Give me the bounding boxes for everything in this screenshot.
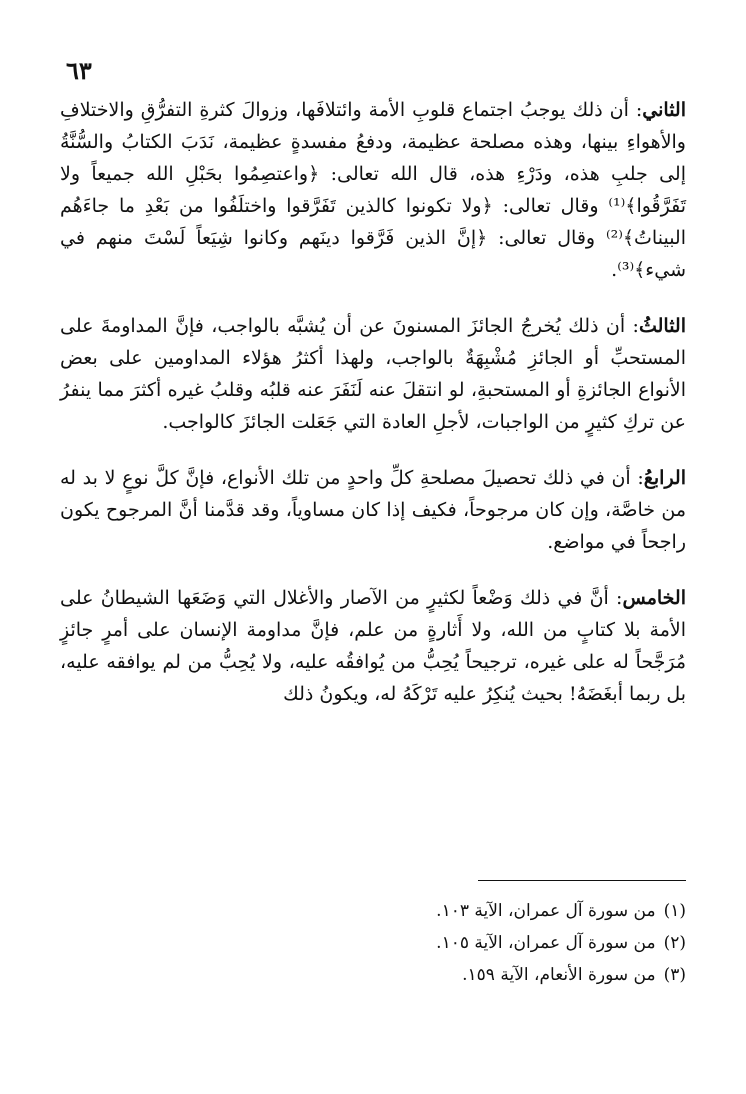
paragraph-text: : أن ذلك يُخرجُ الجائزَ المسنونَ عن أن يُشبَّه بالواجب، فإنَّ المداومةَ على المستحبِّ أو الجائزِ مُشْبِهَةٌ بالواجب، ولهذا أكثرُ هؤلاء المداومين على بعض الأنواع الجائزةِ أو المستحبةِ، لو انتقلَ عنه لَنَفَرَ عنه قلبُه وقلبُ غيره أكثرَ مما ينفرُ عن تركِ كثيرٍ من الواجبات، لأجلِ العادة التي جَعَلت الجائزَ كالواجب. bbox=[60, 315, 686, 433]
paragraph-third bbox=[60, 310, 686, 438]
footnote-text: من سورة آل عمران، الآية ١٠٣. bbox=[436, 901, 656, 921]
page-number: ٦٣ bbox=[66, 56, 92, 85]
paragraph-lead: الثالثُ bbox=[638, 315, 686, 337]
paragraph-fourth bbox=[60, 462, 686, 558]
footnote-number: (٢) bbox=[663, 933, 686, 953]
paragraph-text: : أنَّ في ذلك وَضْعاً لكثيرٍ من الآصار والأغلال التي وَضَعَها الشيطانُ على الأمة بلا كتابٍ من الله، ولا أَثارةٍ من علم، فإنَّ مداومة الإنسان على أمرٍ جائزٍ مُرَجَّحاً له على غيره، ترجيحاً يُحِبُّ من يُوافقُه عليه، ولا يُحِبُّ من لم يوافقه عليه، بل ربما أبغَضَهُ! بحيث يُنكِرُ عليه تَرْكَهُ له، ويكونُ ذلك bbox=[60, 587, 686, 705]
footnote-item bbox=[240, 959, 686, 991]
footnote-item bbox=[240, 895, 686, 927]
footnote-text: من سورة آل عمران، الآية ١٠٥. bbox=[436, 933, 656, 953]
paragraph-fifth bbox=[60, 582, 686, 710]
footnote-divider bbox=[478, 880, 686, 881]
paragraph-text: : أن ذلك يوجبُ اجتماع قلوبِ الأمة وائتلافَها، وزوالَ كثرةِ التفرُّقِ والاختلافِ والأهواءِ بينها، وهذه مصلحة عظيمة، ودفعُ مفسدةٍ عظيمة، نَدَبَ الكتابُ والسُّنَّةُ إلى جلبِ هذه، ودَرْءِ هذه، قال الله تعالى: ﴿واعتصِمُوا بحَبْلِ الله جميعاً ولا تَفَرَّقُوا﴾⁽¹⁾ وقال تعالى: ﴿ولا تكونوا كالذين تَفَرَّقوا واختلَفُوا من بَعْدِ ما جاءَهُم البيناتُ﴾⁽²⁾ وقال تعالى: ﴿إنَّ الذين فَرَّقوا دينَهم وكانوا شِيَعاً لَسْتَ منهم في شيء﴾⁽³⁾. bbox=[60, 99, 686, 281]
footnote-text: من سورة الأنعام، الآية ١٥٩. bbox=[462, 965, 656, 985]
paragraph-lead: الثاني bbox=[642, 99, 686, 121]
paragraph-second bbox=[60, 94, 686, 286]
paragraph-text: : أن في ذلك تحصيلَ مصلحةِ كلِّ واحدٍ من تلك الأنواع، فإنَّ كلَّ نوعٍ لا بد له من خاصَّة، وإن كان مرجوحاً، فكيف إذا كان مساوياً، وقد قدَّمنا أنَّ المرجوح يكون راجحاً في مواضع. bbox=[60, 467, 686, 553]
footnotes bbox=[240, 895, 686, 991]
paragraph-lead: الرابعُ bbox=[643, 467, 686, 489]
footnote-number: (١) bbox=[663, 901, 686, 921]
paragraph-lead: الخامس bbox=[622, 587, 686, 609]
main-text bbox=[60, 94, 686, 734]
footnote-number: (٣) bbox=[663, 965, 686, 985]
footnote-item bbox=[240, 927, 686, 959]
